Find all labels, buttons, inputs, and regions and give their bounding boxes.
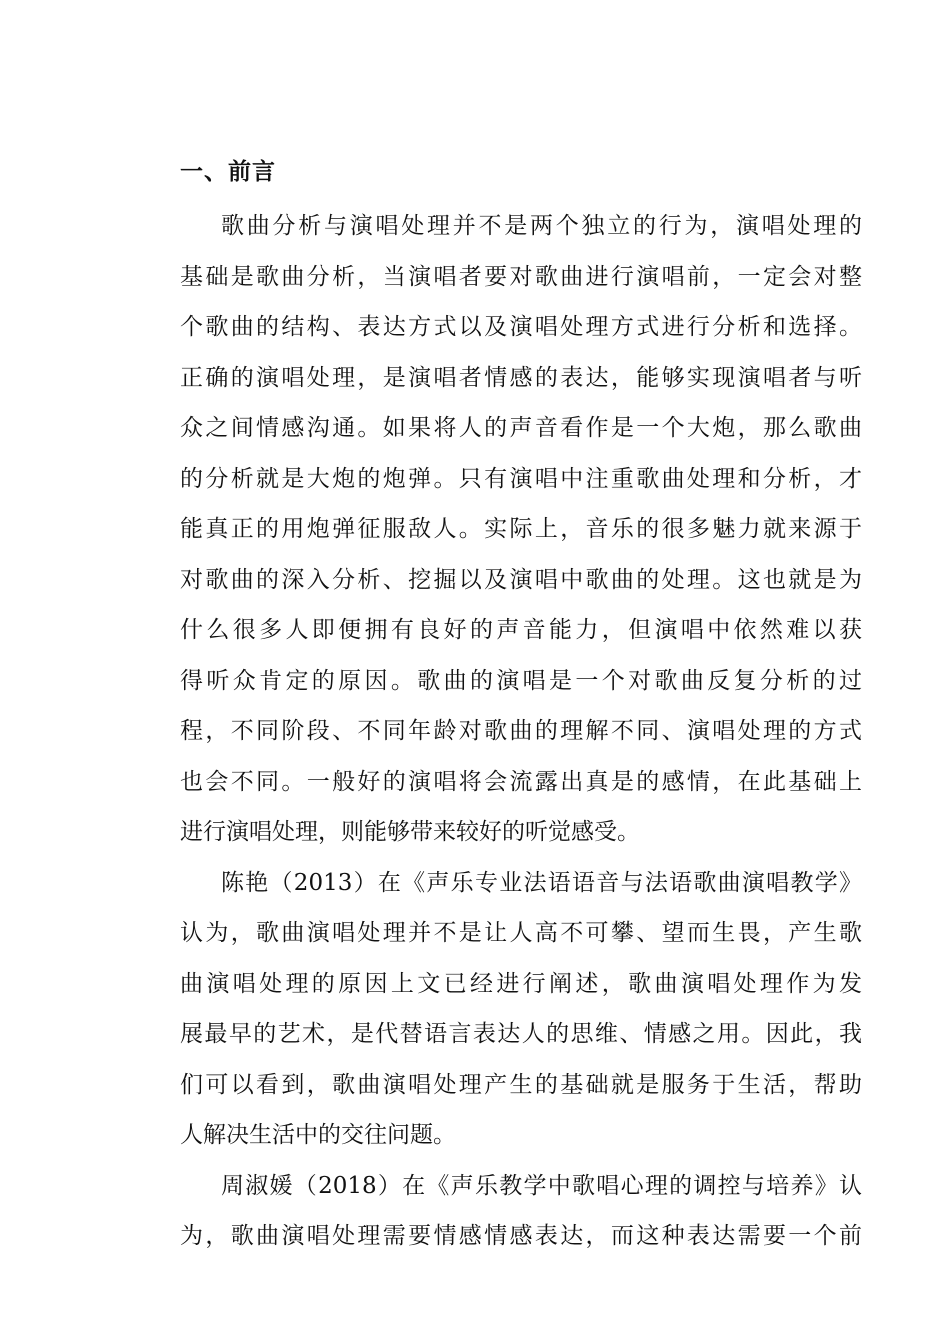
text-line: 的分析就是大炮的炮弹。只有演唱中注重歌曲处理和分析，才 <box>180 465 862 492</box>
text-line: 进行演唱处理，则能够带来较好的听觉感受。 <box>180 819 640 845</box>
text-line: 程，不同阶段、不同年龄对歌曲的理解不同、演唱处理的方式 <box>180 718 862 744</box>
text-line: 人解决生活中的交往问题。 <box>180 1122 456 1148</box>
text-line: 周淑媛（2018）在《声乐教学中歌唱心理的调控与培养》认 <box>221 1172 862 1199</box>
text-line: 个歌曲的结构、表达方式以及演唱处理方式进行分析和选择。 <box>180 314 862 340</box>
text-line: 对歌曲的深入分析、挖掘以及演唱中歌曲的处理。这也就是为 <box>180 566 862 593</box>
text-line: 正确的演唱处理，是演唱者情感的表达，能够实现演唱者与听 <box>180 364 862 391</box>
text-line: 什么很多人即便拥有良好的声音能力，但演唱中依然难以获 <box>180 617 862 643</box>
text-line: 也会不同。一般好的演唱将会流露出真是的感情，在此基础上 <box>180 768 862 795</box>
section-heading: 一、前言 <box>180 159 276 185</box>
text-line: 众之间情感沟通。如果将人的声音看作是一个大炮，那么歌曲 <box>180 415 862 441</box>
text-line: 曲演唱处理的原因上文已经进行阐述，歌曲演唱处理作为发 <box>180 970 862 997</box>
text-line: 陈艳（2013）在《声乐专业法语语音与法语歌曲演唱教学》 <box>221 869 862 896</box>
text-line: 基础是歌曲分析，当演唱者要对歌曲进行演唱前，一定会对整 <box>180 263 862 290</box>
text-line: 展最早的艺术，是代替语言表达人的思维、情感之用。因此，我 <box>180 1021 862 1047</box>
text-line: 为，歌曲演唱处理需要情感情感表达，而这种表达需要一个前 <box>180 1223 862 1249</box>
text-line: 们可以看到，歌曲演唱处理产生的基础就是服务于生活，帮助 <box>180 1071 862 1098</box>
text-line: 能真正的用炮弹征服敌人。实际上，音乐的很多魅力就来源于 <box>180 516 862 542</box>
paragraph-zhou-shuyuan <box>180 1161 862 1262</box>
text-line: 得听众肯定的原因。歌曲的演唱是一个对歌曲反复分析的过 <box>180 667 862 694</box>
paragraph-intro <box>180 201 862 858</box>
text-line: 歌曲分析与演唱处理并不是两个独立的行为，演唱处理的 <box>221 213 862 239</box>
paragraph-chen-yan <box>180 858 862 1161</box>
text-line: 认为，歌曲演唱处理并不是让人高不可攀、望而生畏，产生歌 <box>180 920 862 946</box>
body-text <box>180 201 862 1262</box>
